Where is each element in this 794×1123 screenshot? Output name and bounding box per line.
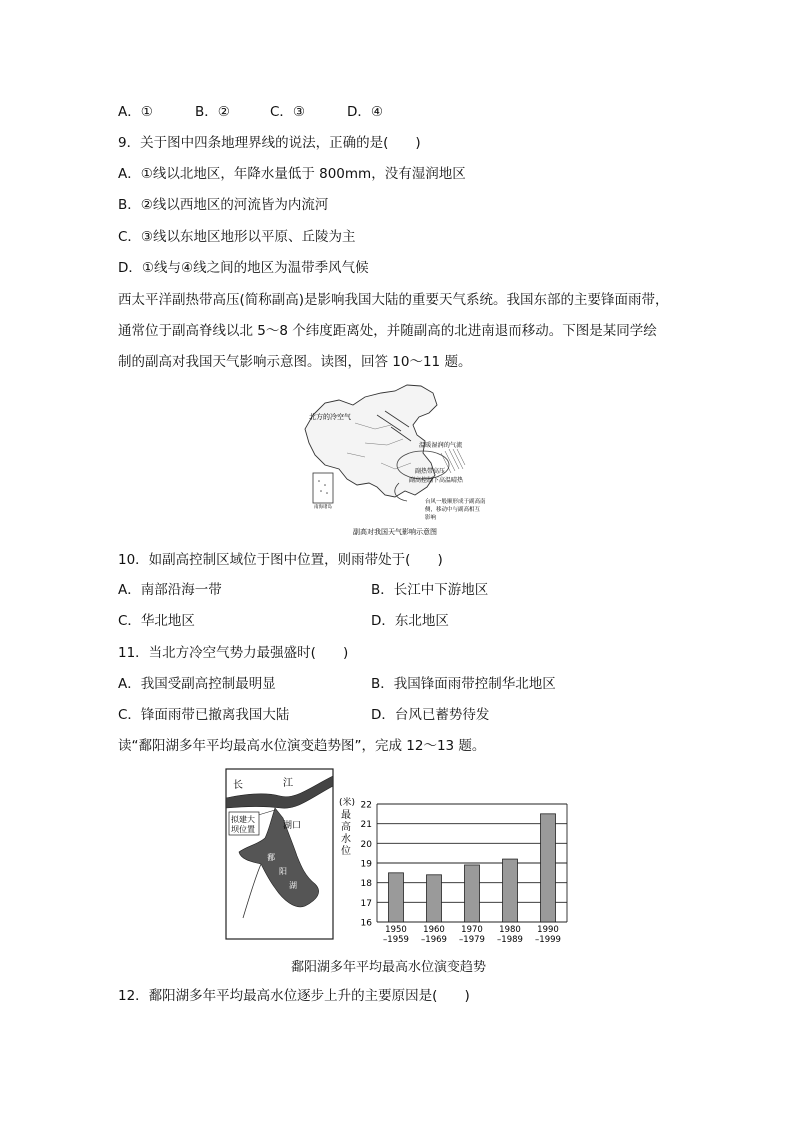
x-tick-label-bottom: –1989 <box>497 935 523 945</box>
label-po: 鄱 <box>267 853 275 862</box>
cold-air-label: 北方的冷空气 <box>309 413 351 421</box>
q8-option-c: C．③ <box>270 104 306 120</box>
x-tick-label-bottom: –1999 <box>535 935 561 945</box>
bar-1970 <box>465 865 480 922</box>
q11-option-d: D．台风已蓄势待发 <box>371 707 490 723</box>
y-tick-label: 19 <box>360 859 372 870</box>
label-jiang: 江 <box>283 778 293 789</box>
bar-1950 <box>389 873 404 922</box>
q11-option-c: C．锋面雨带已撤离我国大陆 <box>118 707 290 723</box>
q9-option-b: B．②线以西地区的河流皆为内流河 <box>118 197 329 213</box>
label-hukou: 湖口 <box>283 821 302 831</box>
x-tick-label-top: 1980 <box>499 925 521 935</box>
bar-1980 <box>503 859 518 922</box>
bar-1990 <box>541 814 556 922</box>
dam-label-1: 拟建大 <box>231 815 255 824</box>
bar-1960 <box>427 875 442 922</box>
label-chang: 长 <box>233 780 243 791</box>
q9-option-d: D．①线与④线之间的地区为温带季风气候 <box>118 260 369 276</box>
dam-label-2: 坝位置 <box>231 825 255 834</box>
x-tick-label-top: 1950 <box>385 925 407 935</box>
y-axis-title-char: 位 <box>341 846 351 857</box>
x-tick-label-bottom: –1979 <box>459 935 485 945</box>
x-tick-label-bottom: –1959 <box>383 935 409 945</box>
q8-option-d: D．④ <box>347 104 383 120</box>
warm-flow-label: 温暖湿润的气流 <box>419 442 463 449</box>
q10-option-c: C．华北地区 <box>118 613 195 629</box>
y-axis-title <box>341 809 351 857</box>
water-level-bar-chart <box>335 796 580 946</box>
y-tick-label: 16 <box>360 918 372 929</box>
q10-option-b: B．长江中下游地区 <box>371 582 489 598</box>
q10-option-d: D．东北地区 <box>371 613 449 629</box>
q8-options <box>118 102 383 122</box>
y-axis-title-char: 水 <box>341 834 351 845</box>
y-axis-title-char: 高 <box>341 822 351 833</box>
y-tick-label: 18 <box>360 879 372 890</box>
q8-option-a: A．① <box>118 104 153 120</box>
q8-option-b: B．② <box>195 104 230 120</box>
passage2: 读“鄱阳湖多年平均最高水位演变趋势图”，完成 12～13 题。 <box>118 738 486 754</box>
passage1-line1: 西太平洋副热带高压(简称副高)是影响我国大陆的重要天气系统。我国东部的主要锋面雨带， <box>118 292 669 308</box>
subtropical-label-2: 副高控制下高温晴热 <box>409 477 464 484</box>
x-tick-labels <box>383 925 561 945</box>
q11-option-a: A．我国受副高控制最明显 <box>118 676 276 692</box>
q9-option-c: C．③线以东地区地形以平原、丘陵为主 <box>118 229 356 245</box>
q10-option-a: A．南部沿海一带 <box>118 582 222 598</box>
passage1-line2: 通常位于副高脊线以北 5～8 个纬度距离处，并随副高的北进南退而移动。下图是某同学绘 <box>118 323 657 339</box>
y-tick-label: 20 <box>360 839 372 850</box>
typhoon-label-1: 台风一般顺形成于副高南 <box>425 499 486 505</box>
y-unit-label: (米) <box>339 798 356 808</box>
inset-label: 南海诸岛 <box>314 505 332 510</box>
bars <box>389 814 556 922</box>
passage1-line3: 制的副高对我国天气影响示意图。读图，回答 10～11 题。 <box>118 354 472 370</box>
typhoon-label-3: 影响 <box>425 515 437 521</box>
q12-stem: 12．鄱阳湖多年平均最高水位逐步上升的主要原因是( ) <box>118 988 470 1004</box>
label-yang: 阳 <box>279 867 287 876</box>
fig2-caption: 鄱阳湖多年平均最高水位演变趋势 <box>291 960 487 975</box>
poyang-lake-map <box>225 768 335 940</box>
q9-stem: 9．关于图中四条地理界线的说法，正确的是( ) <box>118 135 421 151</box>
y-tick-label: 22 <box>360 800 372 811</box>
q10-stem: 10．如副高控制区域位于图中位置，则雨带处于( ) <box>118 552 443 568</box>
typhoon-label-2: 侧，移动中与副高相互 <box>425 507 481 513</box>
x-tick-label-bottom: –1969 <box>421 935 447 945</box>
y-axis-title-char: 最 <box>341 810 351 821</box>
label-hu: 湖 <box>289 881 297 890</box>
q11-stem: 11．当北方冷空气势力最强盛时( ) <box>118 645 349 661</box>
inset-box <box>313 473 333 503</box>
y-tick-label: 21 <box>360 820 372 831</box>
map1-caption: 副高对我国天气影响示意图 <box>353 528 437 536</box>
x-tick-label-top: 1990 <box>537 925 559 935</box>
x-tick-label-top: 1960 <box>423 925 445 935</box>
y-tick-label: 17 <box>360 898 372 909</box>
q11-option-b: B．我国锋面雨带控制华北地区 <box>371 676 556 692</box>
x-tick-label-top: 1970 <box>461 925 483 935</box>
q9-option-a: A．①线以北地区，年降水量低于 800mm，没有湿润地区 <box>118 166 466 182</box>
subtropical-label-1: 副热带高压 <box>415 468 446 475</box>
subtropical-high-map <box>295 383 505 538</box>
y-tick-labels <box>361 801 373 929</box>
